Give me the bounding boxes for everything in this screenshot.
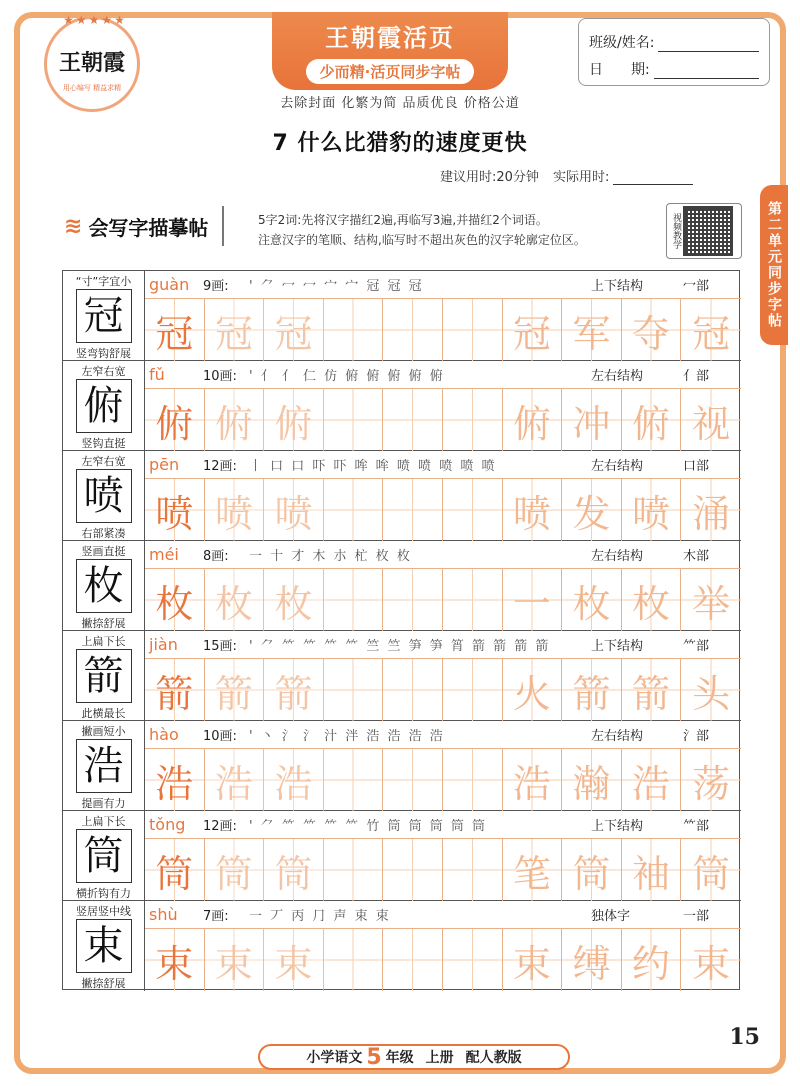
copy-cell[interactable]	[443, 839, 503, 901]
word-cell[interactable]: 喷	[622, 479, 682, 541]
stroke-sequence: ' ⺈ ⺮ ⺮ ⺮ ⺮ 竹 筒 筒 筒 筒 筒	[249, 819, 488, 834]
writing-tip-bottom: 此横最长	[81, 707, 126, 720]
writing-tip-bottom: 撇捺舒展	[81, 617, 126, 630]
char-label-col	[63, 631, 145, 721]
practice-grid	[145, 479, 741, 541]
writing-tip-top: 上扁下长	[81, 635, 126, 648]
char-info-line	[145, 721, 741, 749]
copy-cell[interactable]	[383, 749, 443, 811]
word-cell[interactable]: 瀚	[562, 749, 622, 811]
qr-code-icon	[683, 206, 733, 256]
copy-cell[interactable]	[324, 479, 384, 541]
word-cell[interactable]: 筒	[562, 839, 622, 901]
writing-tip-bottom: 竖弯钩舒展	[76, 347, 131, 360]
word-cell[interactable]: 笔	[503, 839, 563, 901]
practice-grid	[145, 659, 741, 721]
word-cell[interactable]: 袖	[622, 839, 682, 901]
trace-cell[interactable]: 箭	[205, 659, 265, 721]
model-cell: 束	[145, 929, 205, 991]
section-label: 会写字描摹帖	[88, 215, 209, 240]
page-number: 15	[729, 1024, 760, 1050]
footer	[14, 1024, 786, 1074]
copy-cell[interactable]	[324, 569, 384, 631]
practice-row	[63, 451, 741, 541]
writing-tip-top: 上扁下长	[81, 815, 126, 828]
copy-cell[interactable]	[324, 929, 384, 991]
pinyin: shù	[149, 905, 178, 924]
char-structure: 左右结构	[591, 549, 644, 564]
copy-cell[interactable]	[383, 839, 443, 901]
stroke-sequence: ' 丶 氵 氵 汁 泮 浩 浩 浩 浩	[249, 729, 445, 744]
pinyin: jiàn	[149, 635, 178, 654]
stroke-sequence: 丨 口 口 吓 吓 哞 哞 喷 喷 喷 喷 喷	[249, 459, 497, 474]
copy-cell[interactable]	[324, 839, 384, 901]
model-character: 冠	[76, 289, 132, 343]
footer-grade-num: 5	[366, 1044, 382, 1070]
pinyin: hào	[149, 725, 179, 744]
word-cell[interactable]: 涌	[681, 479, 741, 541]
video-qr[interactable]	[666, 203, 742, 259]
word-cell[interactable]: 枚	[562, 569, 622, 631]
word-cell[interactable]: 枚	[622, 569, 682, 631]
section-divider	[222, 206, 224, 246]
word-cell[interactable]: 冲	[562, 389, 622, 451]
char-radical: 冖部	[683, 279, 710, 294]
trace-cell[interactable]: 枚	[205, 569, 265, 631]
trace-cell[interactable]: 箭	[264, 659, 324, 721]
date-field[interactable]	[654, 63, 759, 79]
section-heading	[64, 206, 224, 246]
practice-row	[63, 811, 741, 901]
copy-cell[interactable]	[443, 479, 503, 541]
writing-tip-bottom: 横折钩有力	[76, 887, 131, 900]
brand-logo	[44, 13, 140, 112]
word-cell[interactable]: 冠	[681, 299, 741, 361]
char-info-line	[145, 361, 741, 389]
char-label-col	[63, 811, 145, 901]
trace-cell[interactable]: 束	[205, 929, 265, 991]
word-cell[interactable]: 举	[681, 569, 741, 631]
writing-tip-bottom: 提画有力	[81, 797, 126, 810]
pinyin: pēn	[149, 455, 180, 474]
char-label-col	[63, 721, 145, 811]
writing-tip-bottom: 撇捺舒展	[81, 977, 126, 990]
writing-tip-top: 竖居竖中线	[76, 905, 131, 918]
trace-cell[interactable]: 喷	[205, 479, 265, 541]
banner-subtitle: 少而精·活页同步字帖	[306, 59, 475, 84]
model-character: 俯	[76, 379, 132, 433]
suggested-time: 建议用时:20分钟	[440, 170, 539, 185]
instruction-line-2: 注意汉字的笔顺、结构,临写时不超出灰色的汉字轮廓定位区。	[258, 233, 586, 247]
stroke-sequence: 一 丆 丙 ⺆ 声 束 束	[249, 909, 391, 924]
word-cell[interactable]: 头	[681, 659, 741, 721]
char-structure: 左右结构	[591, 459, 644, 474]
copy-cell[interactable]	[324, 299, 384, 361]
char-structure: 上下结构	[591, 639, 644, 654]
logo-name: 王朝霞	[53, 44, 131, 79]
instruction-line-1: 5字2词:先将汉字描红2遍,再临写3遍,并描红2个词语。	[258, 213, 548, 227]
stroke-count: 15画:	[203, 639, 237, 654]
model-character: 束	[76, 919, 132, 973]
practice-row	[63, 631, 741, 721]
stroke-count: 8画:	[203, 549, 229, 564]
writing-tip-top: 左窄右宽	[81, 455, 126, 468]
trace-cell[interactable]: 俯	[205, 389, 265, 451]
word-cell[interactable]: 俯	[503, 389, 563, 451]
stroke-count: 12画:	[203, 819, 237, 834]
trace-cell[interactable]: 枚	[264, 569, 324, 631]
model-character: 箭	[76, 649, 132, 703]
char-structure: 上下结构	[591, 819, 644, 834]
model-cell: 筒	[145, 839, 205, 901]
timing-row	[440, 166, 770, 185]
model-character: 枚	[76, 559, 132, 613]
char-structure: 独体字	[591, 909, 631, 924]
actual-time-field[interactable]	[613, 171, 693, 185]
char-label-col	[63, 451, 145, 541]
char-label-col	[63, 901, 145, 991]
word-cell[interactable]: 束	[681, 929, 741, 991]
writing-tip-top: “寸”字宜小	[75, 275, 132, 288]
copy-cell[interactable]	[443, 389, 503, 451]
word-cell[interactable]: 筒	[681, 839, 741, 901]
lesson-title: 7 什么比猎豹的速度更快	[272, 131, 528, 156]
practice-grid	[145, 749, 741, 811]
model-character: 浩	[76, 739, 132, 793]
char-info-line	[145, 541, 741, 569]
practice-table	[62, 270, 740, 990]
banner-title: 王朝霞活页	[325, 23, 455, 52]
word-cell[interactable]: 军	[562, 299, 622, 361]
stroke-count: 12画:	[203, 459, 237, 474]
copy-cell[interactable]	[383, 569, 443, 631]
copy-cell[interactable]	[443, 749, 503, 811]
trace-cell[interactable]: 冠	[205, 299, 265, 361]
student-info-box	[578, 18, 770, 86]
practice-row	[63, 901, 741, 991]
char-info-line	[145, 811, 741, 839]
copy-cell[interactable]	[383, 389, 443, 451]
writing-tip-bottom: 右部紧凑	[81, 527, 126, 540]
char-radical: ⺮部	[683, 819, 710, 834]
waves-icon: ≋	[64, 213, 83, 239]
trace-cell[interactable]: 筒	[264, 839, 324, 901]
date-row	[589, 52, 759, 79]
class-name-row	[589, 25, 759, 52]
logo-tag: 用心编写 精益求精	[62, 83, 122, 92]
model-cell: 枚	[145, 569, 205, 631]
practice-row	[63, 271, 741, 361]
char-label-col	[63, 361, 145, 451]
pinyin: méi	[149, 545, 179, 564]
copy-cell[interactable]	[324, 389, 384, 451]
trace-cell[interactable]: 浩	[264, 749, 324, 811]
char-info-line	[145, 451, 741, 479]
char-label-col	[63, 271, 145, 361]
copy-cell[interactable]	[443, 929, 503, 991]
practice-grid	[145, 299, 741, 361]
copy-cell[interactable]	[324, 749, 384, 811]
copy-cell[interactable]	[383, 299, 443, 361]
char-structure: 左右结构	[591, 729, 644, 744]
slogan: 去除封面 化繁为简 品质优良 价格公道	[280, 96, 520, 111]
practice-grid	[145, 929, 741, 991]
stroke-count: 10画:	[203, 729, 237, 744]
pinyin: tǒng	[149, 815, 186, 834]
actual-time-label: 实际用时:	[552, 170, 610, 185]
writing-tip-top: 竖画直挺	[81, 545, 126, 558]
trace-cell[interactable]: 浩	[205, 749, 265, 811]
stroke-count: 7画:	[203, 909, 229, 924]
copy-cell[interactable]	[443, 659, 503, 721]
stroke-sequence: 一 十 才 木 朩 杧 枚 枚	[249, 549, 412, 564]
char-radical: 氵部	[683, 729, 710, 744]
char-info-line	[145, 631, 741, 659]
qr-label: 视频教学	[671, 213, 681, 249]
word-cell[interactable]: 箭	[622, 659, 682, 721]
char-radical: 亻部	[683, 369, 710, 384]
model-cell: 喷	[145, 479, 205, 541]
writing-tip-top: 左窄右宽	[81, 365, 126, 378]
model-cell: 俯	[145, 389, 205, 451]
char-structure: 上下结构	[591, 279, 644, 294]
trace-cell[interactable]: 冠	[264, 299, 324, 361]
copy-cell[interactable]	[383, 929, 443, 991]
char-radical: ⺮部	[683, 639, 710, 654]
writing-tip-top: 撇画短小	[81, 725, 126, 738]
word-cell[interactable]: 箭	[562, 659, 622, 721]
practice-row	[63, 361, 741, 451]
brand-banner	[272, 12, 508, 90]
word-cell[interactable]: 夺	[622, 299, 682, 361]
word-cell[interactable]: 一	[503, 569, 563, 631]
trace-cell[interactable]: 俯	[264, 389, 324, 451]
word-cell[interactable]: 浩	[503, 749, 563, 811]
word-cell[interactable]: 发	[562, 479, 622, 541]
footer-grade-word: 年级	[385, 1050, 414, 1066]
footer-edition: 配人教版	[465, 1050, 522, 1066]
char-info-line	[145, 271, 741, 299]
word-cell[interactable]: 冠	[503, 299, 563, 361]
practice-row	[63, 721, 741, 811]
char-label-col	[63, 541, 145, 631]
word-cell[interactable]: 约	[622, 929, 682, 991]
class-name-field[interactable]	[658, 36, 759, 52]
word-cell[interactable]: 火	[503, 659, 563, 721]
word-cell[interactable]: 束	[503, 929, 563, 991]
char-radical: 一部	[683, 909, 710, 924]
footer-book-info	[258, 1044, 570, 1070]
footer-subject: 小学语文	[306, 1050, 363, 1066]
practice-grid	[145, 839, 741, 901]
word-cell[interactable]: 视	[681, 389, 741, 451]
char-radical: 口部	[683, 459, 710, 474]
model-cell: 箭	[145, 659, 205, 721]
trace-cell[interactable]: 筒	[205, 839, 265, 901]
practice-grid	[145, 389, 741, 451]
word-cell[interactable]: 喷	[503, 479, 563, 541]
copy-cell[interactable]	[324, 659, 384, 721]
model-character: 筒	[76, 829, 132, 883]
stroke-sequence: ' 亻 亻 仁 仿 俯 俯 俯 俯 俯	[249, 369, 445, 384]
word-cell[interactable]: 缚	[562, 929, 622, 991]
char-info-line	[145, 901, 741, 929]
copy-cell[interactable]	[383, 479, 443, 541]
copy-cell[interactable]	[383, 659, 443, 721]
word-cell[interactable]: 俯	[622, 389, 682, 451]
trace-cell[interactable]: 束	[264, 929, 324, 991]
char-radical: 木部	[683, 549, 710, 564]
copy-cell[interactable]	[443, 569, 503, 631]
footer-term: 上册	[425, 1050, 454, 1066]
section-instructions	[258, 210, 668, 250]
trace-cell[interactable]: 喷	[264, 479, 324, 541]
writing-tip-bottom: 竖钩直挺	[81, 437, 126, 450]
class-name-label: 班级/姓名:	[589, 35, 655, 51]
model-cell: 浩	[145, 749, 205, 811]
stroke-count: 9画:	[203, 279, 229, 294]
stroke-sequence: ' ⺈ ⺮ ⺮ ⺮ ⺮ 竺 竺 笋 笋 筲 箭 箭 箭 箭	[249, 639, 551, 654]
practice-grid	[145, 569, 741, 631]
unit-side-tab: 第二单元同步字帖	[760, 185, 788, 345]
copy-cell[interactable]	[443, 299, 503, 361]
word-cell[interactable]: 浩	[622, 749, 682, 811]
pinyin: guàn	[149, 275, 190, 294]
word-cell[interactable]: 荡	[681, 749, 741, 811]
crown-icon: ★★★★★	[63, 13, 127, 27]
char-structure: 左右结构	[591, 369, 644, 384]
date-label: 日 期:	[589, 62, 650, 78]
model-character: 喷	[76, 469, 132, 523]
stroke-sequence: ' ⺈ 冖 冖 宀 宀 冠 冠 冠	[249, 279, 424, 294]
practice-row	[63, 541, 741, 631]
pinyin: fǔ	[149, 365, 165, 384]
stroke-count: 10画:	[203, 369, 237, 384]
model-cell: 冠	[145, 299, 205, 361]
